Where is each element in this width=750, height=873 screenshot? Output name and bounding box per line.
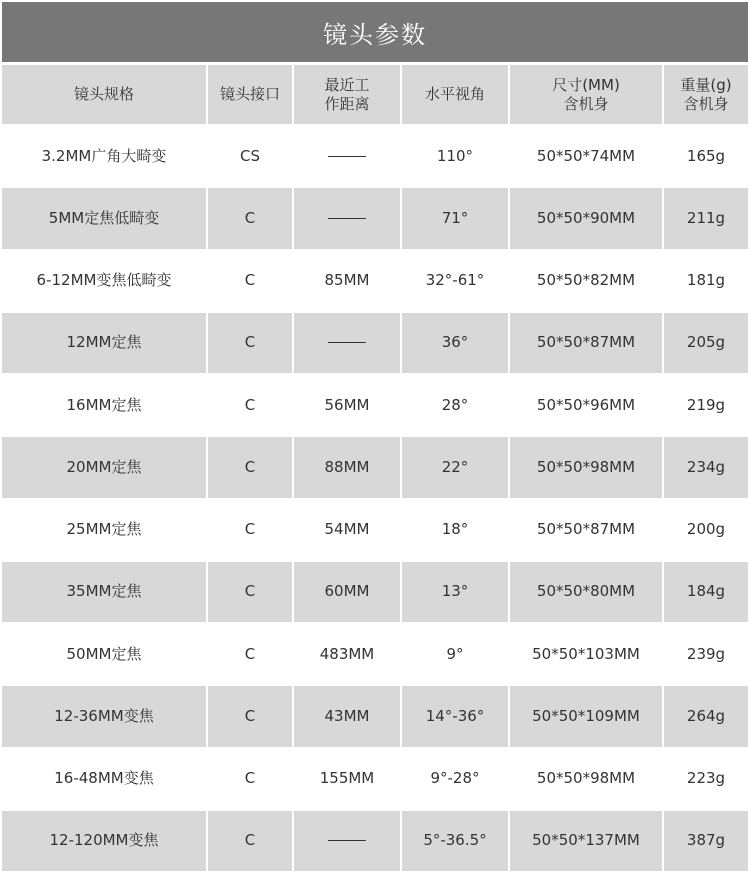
cell-dimensions xyxy=(510,562,662,622)
cell-horizontal-angle xyxy=(402,188,508,248)
cell-mount xyxy=(208,437,292,497)
cell-mount xyxy=(208,749,292,809)
cell-horizontal-angle xyxy=(402,686,508,746)
cell-value: C xyxy=(244,831,256,850)
cell-weight xyxy=(664,749,748,809)
header-label: 水平视角 xyxy=(424,85,485,103)
cell-min-distance xyxy=(294,562,400,622)
cell-spec xyxy=(2,811,206,871)
cell-spec xyxy=(2,126,206,186)
cell-spec xyxy=(2,686,206,746)
cell-value: C xyxy=(244,457,256,476)
table-row xyxy=(2,686,748,746)
cell-dimensions xyxy=(510,251,662,311)
cell-min-distance xyxy=(294,313,400,373)
cell-value: 3.2MM广角大畸变 xyxy=(41,146,167,165)
cell-value: 50*50*98MM xyxy=(536,457,636,476)
cell-value: 20MM定焦 xyxy=(66,457,142,476)
cell-value: 223g xyxy=(686,769,726,788)
header-dimensions xyxy=(510,65,662,124)
cell-horizontal-angle xyxy=(402,500,508,560)
cell-value: 50*50*90MM xyxy=(536,208,636,227)
cell-value: 6-12MM变焦低畸变 xyxy=(36,271,172,290)
cell-mount xyxy=(208,188,292,248)
header-spec xyxy=(2,65,206,124)
dash-placeholder xyxy=(328,342,366,343)
cell-weight xyxy=(664,500,748,560)
cell-min-distance xyxy=(294,686,400,746)
header-row xyxy=(2,65,748,124)
cell-dimensions xyxy=(510,375,662,435)
cell-weight xyxy=(664,126,748,186)
cell-dimensions xyxy=(510,811,662,871)
cell-value: 25MM定焦 xyxy=(66,520,142,539)
cell-value: 50*50*98MM xyxy=(536,769,636,788)
cell-mount xyxy=(208,562,292,622)
cell-value: 181g xyxy=(686,271,726,290)
cell-value: 50MM定焦 xyxy=(66,644,142,663)
cell-min-distance xyxy=(294,437,400,497)
cell-value: 50*50*82MM xyxy=(536,271,636,290)
cell-weight xyxy=(664,811,748,871)
header-label: 最近工 xyxy=(324,75,370,94)
table-row xyxy=(2,251,748,311)
table-row xyxy=(2,500,748,560)
cell-value: C xyxy=(244,582,256,601)
cell-dimensions xyxy=(510,188,662,248)
cell-value: C xyxy=(244,333,256,352)
cell-value: 50*50*137MM xyxy=(532,831,640,850)
cell-min-distance xyxy=(294,500,400,560)
cell-spec xyxy=(2,749,206,809)
cell-min-distance xyxy=(294,624,400,684)
cell-value: 50*50*80MM xyxy=(536,582,636,601)
cell-horizontal-angle xyxy=(402,375,508,435)
cell-mount xyxy=(208,811,292,871)
cell-mount xyxy=(208,686,292,746)
cell-horizontal-angle xyxy=(402,562,508,622)
cell-value: 54MM xyxy=(324,520,370,539)
cell-min-distance xyxy=(294,126,400,186)
cell-value: 12-120MM变焦 xyxy=(49,831,159,850)
cell-value: 36° xyxy=(441,333,469,352)
cell-value: 71° xyxy=(441,208,469,227)
table-row xyxy=(2,375,748,435)
cell-weight xyxy=(664,562,748,622)
cell-value: 387g xyxy=(686,831,726,850)
cell-value: C xyxy=(244,706,256,725)
dash-placeholder xyxy=(328,218,366,219)
table-row xyxy=(2,126,748,186)
cell-value: 239g xyxy=(686,644,726,663)
header-label: 镜头规格 xyxy=(73,85,134,103)
cell-dimensions xyxy=(510,437,662,497)
cell-dimensions xyxy=(510,126,662,186)
cell-value: 50*50*103MM xyxy=(532,644,640,663)
header-label-line2: 含机身 xyxy=(563,94,609,113)
cell-dimensions xyxy=(510,686,662,746)
cell-value: 18° xyxy=(441,520,469,539)
cell-value: 5MM定焦低畸变 xyxy=(48,208,160,227)
cell-value: 35MM定焦 xyxy=(66,582,142,601)
cell-value: 85MM xyxy=(324,271,370,290)
cell-value: C xyxy=(244,208,256,227)
table-row xyxy=(2,749,748,809)
cell-spec xyxy=(2,375,206,435)
header-horizontal-angle xyxy=(402,65,508,124)
cell-value: 155MM xyxy=(319,769,375,788)
cell-value: 43MM xyxy=(324,706,370,725)
cell-weight xyxy=(664,375,748,435)
cell-horizontal-angle xyxy=(402,126,508,186)
cell-dimensions xyxy=(510,624,662,684)
header-label-line2: 含机身 xyxy=(683,94,729,113)
cell-min-distance xyxy=(294,251,400,311)
cell-min-distance xyxy=(294,375,400,435)
cell-spec xyxy=(2,562,206,622)
cell-value: 9° xyxy=(446,644,464,663)
table-row xyxy=(2,437,748,497)
cell-spec xyxy=(2,188,206,248)
header-label: 重量(g) xyxy=(680,75,732,94)
cell-min-distance xyxy=(294,188,400,248)
table-row xyxy=(2,624,748,684)
header-weight xyxy=(664,65,748,124)
cell-value: 184g xyxy=(686,582,726,601)
cell-mount xyxy=(208,375,292,435)
cell-value: 16MM定焦 xyxy=(66,395,142,414)
cell-value: 5°-36.5° xyxy=(423,831,487,850)
cell-value: 264g xyxy=(686,706,726,725)
cell-value: 22° xyxy=(441,457,469,476)
header-label: 尺寸(MM) xyxy=(552,75,620,94)
cell-spec xyxy=(2,251,206,311)
cell-value: CS xyxy=(240,146,260,165)
table-row xyxy=(2,188,748,248)
table-row xyxy=(2,811,748,871)
cell-weight xyxy=(664,624,748,684)
cell-mount xyxy=(208,313,292,373)
cell-weight xyxy=(664,313,748,373)
cell-weight xyxy=(664,188,748,248)
header-min-distance xyxy=(294,65,400,124)
cell-weight xyxy=(664,686,748,746)
cell-value: C xyxy=(244,395,256,414)
cell-spec xyxy=(2,437,206,497)
cell-value: 56MM xyxy=(324,395,370,414)
cell-value: 200g xyxy=(686,520,726,539)
cell-horizontal-angle xyxy=(402,811,508,871)
cell-value: 14°-36° xyxy=(425,706,485,725)
cell-dimensions xyxy=(510,749,662,809)
cell-value: 16-48MM变焦 xyxy=(54,769,154,788)
cell-mount xyxy=(208,500,292,560)
cell-spec xyxy=(2,500,206,560)
cell-value: 12MM定焦 xyxy=(66,333,142,352)
table-body xyxy=(2,126,748,871)
dash-placeholder xyxy=(328,156,366,157)
header-label: 镜头接口 xyxy=(219,85,280,103)
cell-value: C xyxy=(244,520,256,539)
cell-value: 211g xyxy=(686,208,726,227)
cell-value: 50*50*74MM xyxy=(536,146,636,165)
cell-value: 28° xyxy=(441,395,469,414)
cell-value: C xyxy=(244,769,256,788)
cell-weight xyxy=(664,437,748,497)
cell-value: 88MM xyxy=(324,457,370,476)
cell-mount xyxy=(208,126,292,186)
cell-spec xyxy=(2,624,206,684)
table-title: 镜头参数 xyxy=(2,2,748,62)
cell-dimensions xyxy=(510,313,662,373)
cell-dimensions xyxy=(510,500,662,560)
cell-value: 12-36MM变焦 xyxy=(54,706,154,725)
cell-weight xyxy=(664,251,748,311)
cell-value: 483MM xyxy=(319,644,375,663)
table-row xyxy=(2,313,748,373)
cell-value: 60MM xyxy=(324,582,370,601)
lens-spec-table xyxy=(0,63,750,873)
cell-horizontal-angle xyxy=(402,437,508,497)
cell-horizontal-angle xyxy=(402,251,508,311)
cell-value: 50*50*109MM xyxy=(532,706,640,725)
cell-value: 13° xyxy=(441,582,469,601)
header-label-line2: 作距离 xyxy=(324,94,370,113)
cell-value: 165g xyxy=(686,146,726,165)
cell-horizontal-angle xyxy=(402,313,508,373)
cell-value: 50*50*96MM xyxy=(536,395,636,414)
cell-value: 32°-61° xyxy=(425,271,485,290)
cell-value: 50*50*87MM xyxy=(536,333,636,352)
cell-value: 9°-28° xyxy=(430,769,480,788)
header-mount xyxy=(208,65,292,124)
cell-min-distance xyxy=(294,749,400,809)
cell-mount xyxy=(208,624,292,684)
cell-min-distance xyxy=(294,811,400,871)
cell-value: C xyxy=(244,644,256,663)
cell-horizontal-angle xyxy=(402,624,508,684)
cell-value: 234g xyxy=(686,457,726,476)
cell-value: 110° xyxy=(436,146,474,165)
cell-value: 205g xyxy=(686,333,726,352)
cell-value: C xyxy=(244,271,256,290)
cell-horizontal-angle xyxy=(402,749,508,809)
cell-value: 219g xyxy=(686,395,726,414)
cell-spec xyxy=(2,313,206,373)
table-row xyxy=(2,562,748,622)
cell-mount xyxy=(208,251,292,311)
dash-placeholder xyxy=(328,840,366,841)
cell-value: 50*50*87MM xyxy=(536,520,636,539)
